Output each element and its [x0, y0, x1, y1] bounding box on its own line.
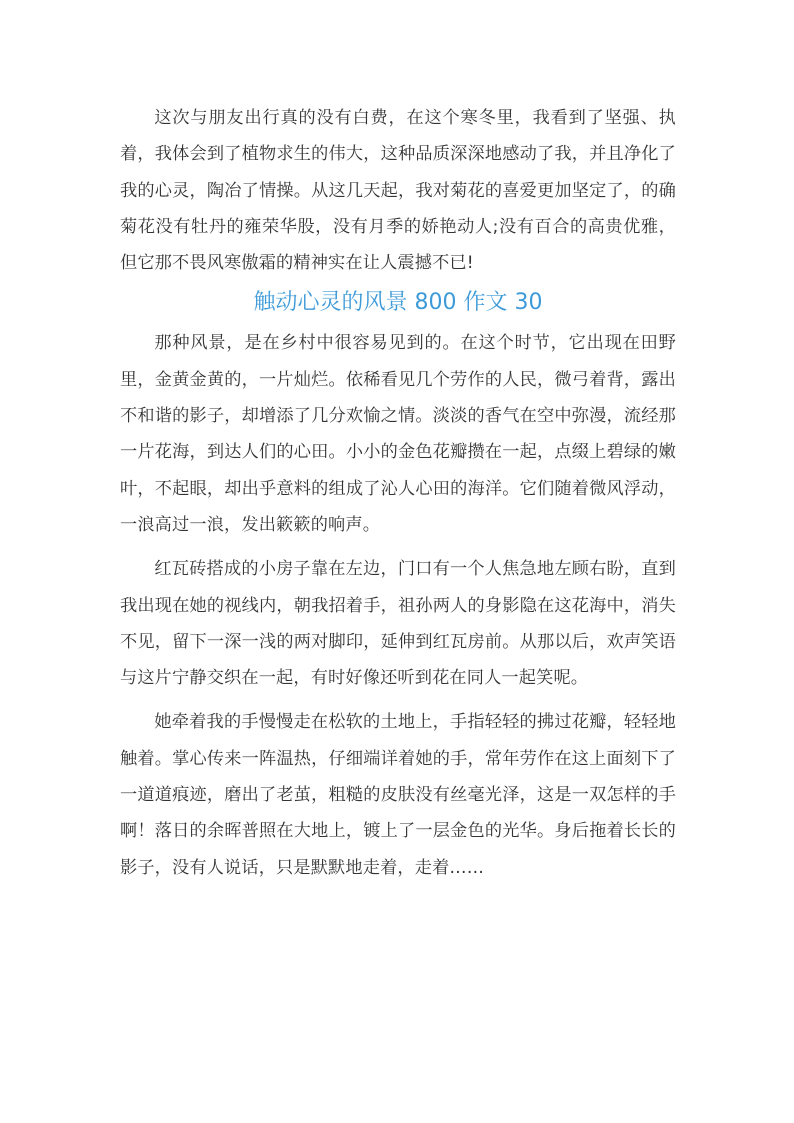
document-page	[120, 100, 676, 888]
body-paragraph-2: 红瓦砖搭成的小房子靠在左边，门口有一个人焦急地左顾右盼，直到我出现在她的视线内，朝我招着手，祖孙两人的身影隐在这花海中，消失不见，留下一深一浅的两对脚印，延伸到红瓦房前。从那以后，欢声笑语与这片宁静交织在一起，有时好像还听到花在同人一起笑呢。	[120, 559, 676, 689]
body-paragraph-1: 那种风景，是在乡村中很容易见到的。在这个时节，它出现在田野里，金黄金黄的，一片灿烂。依稀看见几个劳作的人民，微弓着背，露出不和谐的影子，却增添了几分欢愉之情。淡淡的香气在空中弥漫，流经那一片花海，到达人们的心田。小小的金色花瓣攒在一起，点缀上碧绿的嫩叶，不起眼，却出乎意料的组成了沁人心田的海洋。它们随着微风浮动，一浪高过一浪，发出簌簌的响声。	[120, 333, 676, 535]
intro-paragraph: 这次与朋友出行真的没有白费，在这个寒冬里，我看到了坚强、执着，我体会到了植物求生的伟大，这种品质深深地感动了我，并且净化了我的心灵，陶冶了情操。从这几天起，我对菊花的喜爱更加坚定了，的确菊花没有牡丹的雍荣华股，没有月季的娇艳动人;没有百合的高贵优雅，但它那不畏风寒傲霜的精神实在让人震撼不已!	[120, 108, 676, 274]
section-title: 触动心灵的风景 800 作文 30	[253, 290, 543, 316]
body-paragraph-3: 她牵着我的手慢慢走在松软的土地上，手指轻轻的拂过花瓣，轻轻地触着。掌心传来一阵温热，仔细端详着她的手，常年劳作在这上面刻下了一道道痕迹，磨出了老茧，粗糙的皮肤没有丝毫光泽，这是一双怎样的手啊！落日的余晖普照在大地上，镀上了一层金色的光华。身后拖着长长的影子，没有人说话，只是默默地走着，走着……	[120, 712, 676, 878]
